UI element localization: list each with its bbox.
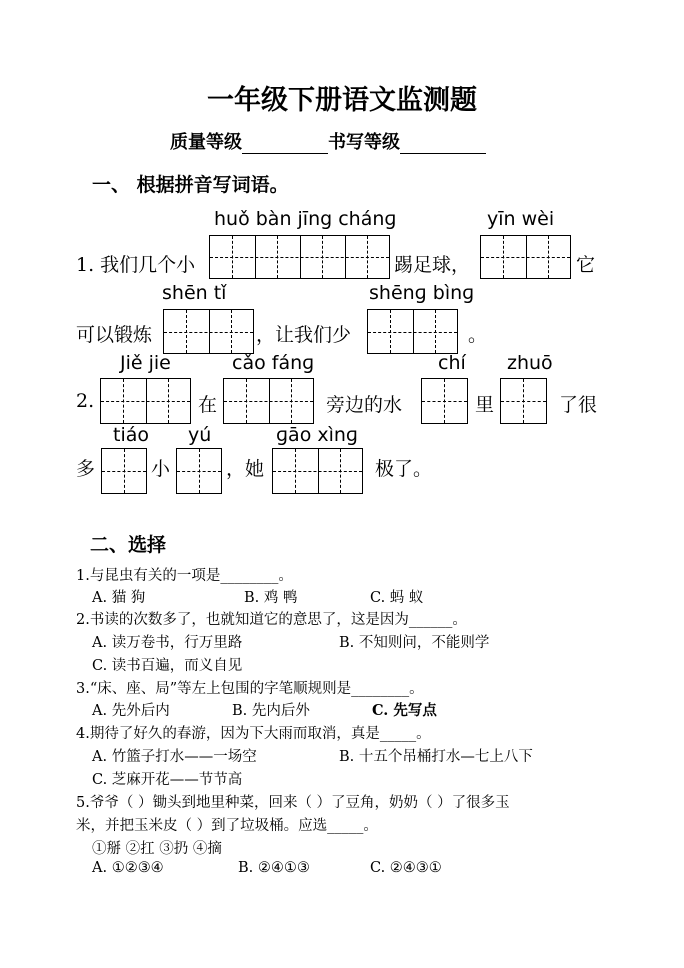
q2-text-d: 了很 xyxy=(559,394,598,416)
choice-q4-option-c[interactable]: C. 芝麻开花——节节高 xyxy=(92,772,243,788)
choice-q3-option-b[interactable]: B. 先内后外 xyxy=(232,703,310,719)
pinyin-gaoxing: ɡāo xìnɡ xyxy=(276,424,358,446)
writing-grade-label: 书写等级 xyxy=(328,132,400,153)
pinyin-shengbing: shēnɡ bìnɡ xyxy=(369,282,475,304)
choice-q4-option-a[interactable]: A. 竹篮子打水——一场空 xyxy=(92,749,257,765)
writing-grid-2[interactable] xyxy=(223,378,314,424)
writing-grid-1[interactable] xyxy=(421,378,468,424)
q2-text-b: 旁边的水 xyxy=(326,394,403,416)
writing-grid-2[interactable] xyxy=(100,378,191,424)
choice-q5-stem-line2: 米，并把玉米皮（ ）到了垃圾桶。应选_____。 xyxy=(76,818,378,834)
choice-q5-stem-line1: 5.爷爷（ ）锄头到地里种菜，回来（ ）了豆角，奶奶（ ）了很多玉 xyxy=(76,795,510,811)
pinyin-huoban-jingchang: huǒ bàn jīng chánɡ xyxy=(214,208,397,230)
choice-q1-option-b[interactable]: B. 鸡 鸭 xyxy=(244,590,298,606)
choice-q2-option-a[interactable]: A. 读万卷书，行万里路 xyxy=(92,635,243,651)
q2-text-f: 小 xyxy=(151,458,171,480)
choice-q3-option-a[interactable]: A. 先外后内 xyxy=(92,703,170,719)
pinyin-jiejie: Jiě jie xyxy=(120,352,171,374)
writing-grid-2[interactable] xyxy=(163,309,254,354)
choice-q4-stem: 4.期待了好久的春游，因为下大雨而取消，真是_____。 xyxy=(76,726,431,742)
pinyin-yinwei: yīn wèi xyxy=(487,208,555,230)
choice-q2-option-c[interactable]: C. 读书百遍，而义自见 xyxy=(92,658,243,674)
q2-text-h: 极了。 xyxy=(375,458,433,480)
choice-q3-option-c[interactable]: C. 先写点 xyxy=(372,702,437,719)
choice-q4-option-b[interactable]: B. 十五个吊桶打水—七上八下 xyxy=(339,749,533,765)
writing-grid-2[interactable] xyxy=(367,309,458,354)
choice-q5-option-c[interactable]: C. ②④③① xyxy=(370,860,442,876)
choice-q1-option-a[interactable]: A. 猫 狗 xyxy=(92,590,146,606)
grade-line xyxy=(170,128,486,154)
page-title: 一年级下册语文监测题 xyxy=(207,85,477,116)
q2-number: 2. xyxy=(76,390,95,412)
q1-text-a: 1. 我们几个小 xyxy=(76,254,196,276)
q2-text-e: 多 xyxy=(76,458,96,480)
writing-grid-2[interactable] xyxy=(272,448,363,494)
q1-text-f: 。 xyxy=(468,324,488,346)
q2-text-c: 里 xyxy=(475,394,495,416)
writing-grid-2[interactable] xyxy=(480,235,571,279)
choice-q1-option-c[interactable]: C. 蚂 蚁 xyxy=(370,590,424,606)
section2-heading: 二、选择 xyxy=(90,534,167,556)
q2-text-a: 在 xyxy=(198,394,218,416)
pinyin-tiao: tiáo xyxy=(113,424,149,446)
choice-q1-stem: 1.与昆虫有关的一项是________。 xyxy=(76,568,293,584)
q1-text-e: ，让我们少 xyxy=(256,324,352,346)
writing-grid-1[interactable] xyxy=(101,448,147,494)
pinyin-zhuo: zhuō xyxy=(507,352,553,374)
choice-q5-option-a[interactable]: A. ①②③④ xyxy=(92,860,164,876)
pinyin-chi: chí xyxy=(438,352,466,374)
q1-text-b: 踢足球， xyxy=(394,254,471,276)
choice-q2-stem: 2.书读的次数多了，也就知道它的意思了，这是因为______。 xyxy=(76,612,467,628)
q2-text-g: ，她 xyxy=(226,458,265,480)
pinyin-caofang: cǎo fánɡ xyxy=(232,352,315,374)
quality-grade-label: 质量等级 xyxy=(170,132,242,153)
q1-text-d: 可以锻炼 xyxy=(76,324,153,346)
section1-heading: 一、 根据拼音写词语。 xyxy=(92,174,289,196)
quality-grade-blank[interactable] xyxy=(242,135,328,154)
choice-q5-option-b[interactable]: B. ②④①③ xyxy=(238,860,310,876)
choice-q3-stem: 3.“床、座、局”等左上包围的字笔顺规则是________。 xyxy=(76,681,424,697)
pinyin-shenti: shēn tǐ xyxy=(162,282,227,304)
pinyin-yu: yú xyxy=(188,424,212,446)
choice-q5-word-list: ①掰 ②扛 ③扔 ④摘 xyxy=(92,841,222,857)
q1-text-c: 它 xyxy=(576,254,596,276)
writing-grid-4[interactable] xyxy=(209,235,390,279)
writing-grade-blank[interactable] xyxy=(400,135,486,154)
writing-grid-1[interactable] xyxy=(500,378,547,424)
choice-q2-option-b[interactable]: B. 不知则问，不能则学 xyxy=(339,635,490,651)
writing-grid-1[interactable] xyxy=(176,448,222,494)
